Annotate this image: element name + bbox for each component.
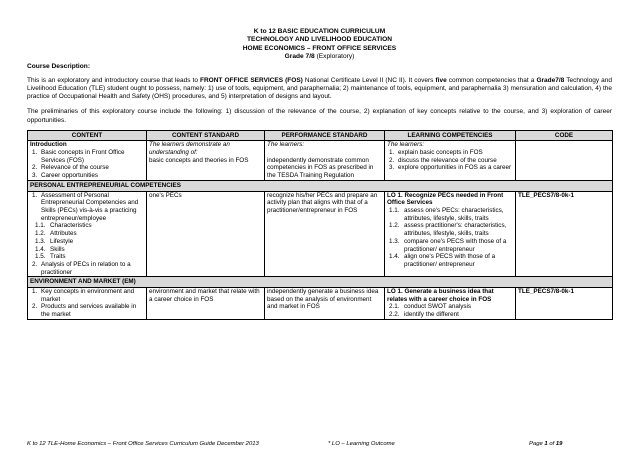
content-cell xyxy=(28,288,147,320)
content-cell xyxy=(28,141,147,181)
list-item: 1. Assessment of Personal Entrepreneurial Competencies and Skills (PECs) vis-à-vis a practicing entrepreneur/employee xyxy=(32,191,139,222)
list-item: 1. Key concepts in environment and market xyxy=(32,288,135,303)
list-item: 2. Products and services available in the market xyxy=(32,303,137,319)
list-item: 1.1. assess one's PECs: characteristics, attributes, lifestyle, skills, traits xyxy=(389,206,504,222)
list-item: 1.3. Lifestyle xyxy=(35,237,74,245)
section-row-env xyxy=(28,277,613,288)
list-item: 3. explore opportunities in FOS as a career xyxy=(389,164,512,172)
header-code: CODE xyxy=(516,130,613,141)
header-content: CONTENT xyxy=(28,130,147,141)
list-item: 1.2. Attributes xyxy=(35,230,77,238)
section-row-pec xyxy=(28,180,613,191)
intro-title: Introduction xyxy=(30,141,67,149)
course-description-paragraph: This is an exploratory and introductory course that leads to FRONT OFFICE SERVICES (FOS) National Certificate Level II (NC II). It covers five common competencies that a Grade7/8 Technology and Livelihood Education (TLE) student ought to possess, namely: 1) use of tools, equipment, and paraphernalia; 2) maintenance of tools, equipment, and paraphernalia 3) mensuration and calculation, 4) the practice of Occupational Health and Safety (OHS) procedures, and 5) interpretation of designs and layout. xyxy=(27,77,612,101)
performance-standard-cell: independently generate a business idea based on the analysis of environment and market in FOS xyxy=(265,288,385,320)
list-item: 1. Basic concepts in Front Office Services (FOS) xyxy=(32,149,125,164)
header-learning-competencies: LEARNING COMPETENCIES xyxy=(385,130,516,141)
course-description-label: Course Description: xyxy=(27,63,91,71)
table-header-row xyxy=(28,130,613,141)
header-line4: Grade 7/8 (Exploratory) xyxy=(284,52,355,60)
document-header xyxy=(27,28,612,61)
footer-title: K to 12 TLE-Home Economics – Front Office Services Curriculum Guide December 2013 xyxy=(27,441,259,447)
page-footer xyxy=(27,441,612,447)
performance-standard-cell: The learners: independently demonstrate common competencies in FOS as prescribed in the TESDA Training Regulation xyxy=(265,141,385,181)
footer-note: * LO – Learning Outcome xyxy=(328,441,395,447)
code-cell: TLE_PECS7/8-0k-1 xyxy=(516,288,613,320)
section-title: ENVIRONMENT AND MARKET (EM) xyxy=(28,277,613,288)
list-item: 1.3. compare one's PECS with those of a practitioner/ entrepreneur xyxy=(389,237,507,253)
header-line2: TECHNOLOGY AND LIVELIHOOD EDUCATION xyxy=(247,36,392,44)
list-item: 1.2. assess practitioner's: characteristics, attributes, lifestyle, skills, traits xyxy=(389,222,507,238)
code-cell: TLE_PECS7/8-0k-1 xyxy=(516,191,613,277)
header-line1: K to 12 BASIC EDUCATION CURRICULUM xyxy=(253,28,386,35)
performance-standard-cell: recognize his/her PECs and prepare an activity plan that aligns with that of a practitioner/entrepreneur in FOS xyxy=(265,191,385,277)
list-item: 2. Analysis of PECs in relation to a practitioner xyxy=(32,260,131,276)
learning-competencies-cell xyxy=(385,288,516,320)
list-item: 2. Relevance of the course xyxy=(32,164,109,172)
list-item: 1.4. Skills xyxy=(35,245,65,253)
section-title: PERSONAL ENTREPRENEURIAL COMPETENCIES xyxy=(28,180,613,191)
preliminaries-paragraph: The preliminaries of this exploratory course include the following: 1) discussion of the relevance of the course, 2) explanation of key concepts relative to the course, and 3) exploration of career opportunities. xyxy=(27,108,612,124)
list-item: 3. Career opportunities xyxy=(32,172,99,180)
document-page xyxy=(27,28,612,320)
content-cell xyxy=(28,191,147,277)
table-row-env xyxy=(28,288,613,320)
content-standard-cell: one's PECs xyxy=(147,191,265,277)
learning-competencies-cell: The learners: 1. explain basic concepts in FOS 2. discuss the relevance of the course 3. explore opportunities in FOS as a career xyxy=(385,141,516,181)
list-item: 1.1. Characteristics xyxy=(35,222,92,230)
list-item: 1. explain basic concepts in FOS xyxy=(389,149,483,157)
header-line3: HOME ECONOMICS – FRONT OFFICE SERVICES xyxy=(242,44,397,52)
table-row-pec xyxy=(28,191,613,277)
intro-content-list xyxy=(30,149,144,180)
header-performance-standard: PERFORMANCE STANDARD xyxy=(265,130,385,141)
list-item: 2. discuss the relevance of the course xyxy=(389,156,497,164)
list-item: 2.1. conduct SWOT analysis xyxy=(389,303,472,311)
list-item: 1.4. align one's PECS with those of a practitioner/ entrepreneur xyxy=(389,253,496,268)
lo-title: LO 1. Generate a business idea that relates with a career choice in FOS xyxy=(387,288,494,303)
list-item: 1.5. Traits xyxy=(35,253,66,261)
table-row-introduction xyxy=(28,141,613,181)
content-standard-cell: environment and market that relate with a career choice in FOS xyxy=(147,288,265,320)
code-cell xyxy=(516,141,613,181)
learning-competencies-cell xyxy=(385,191,516,277)
lo-title: LO 1. Recognize PECs needed in Front Office Services xyxy=(387,191,504,207)
list-item: 2.2. identify the different xyxy=(389,311,459,319)
content-standard-cell: The learners demonstrate an understanding of: basic concepts and theories in FOS xyxy=(147,141,265,181)
header-content-standard: CONTENT STANDARD xyxy=(147,130,265,141)
curriculum-table xyxy=(27,130,613,320)
page-number: Page 1 of 19 xyxy=(529,441,563,447)
